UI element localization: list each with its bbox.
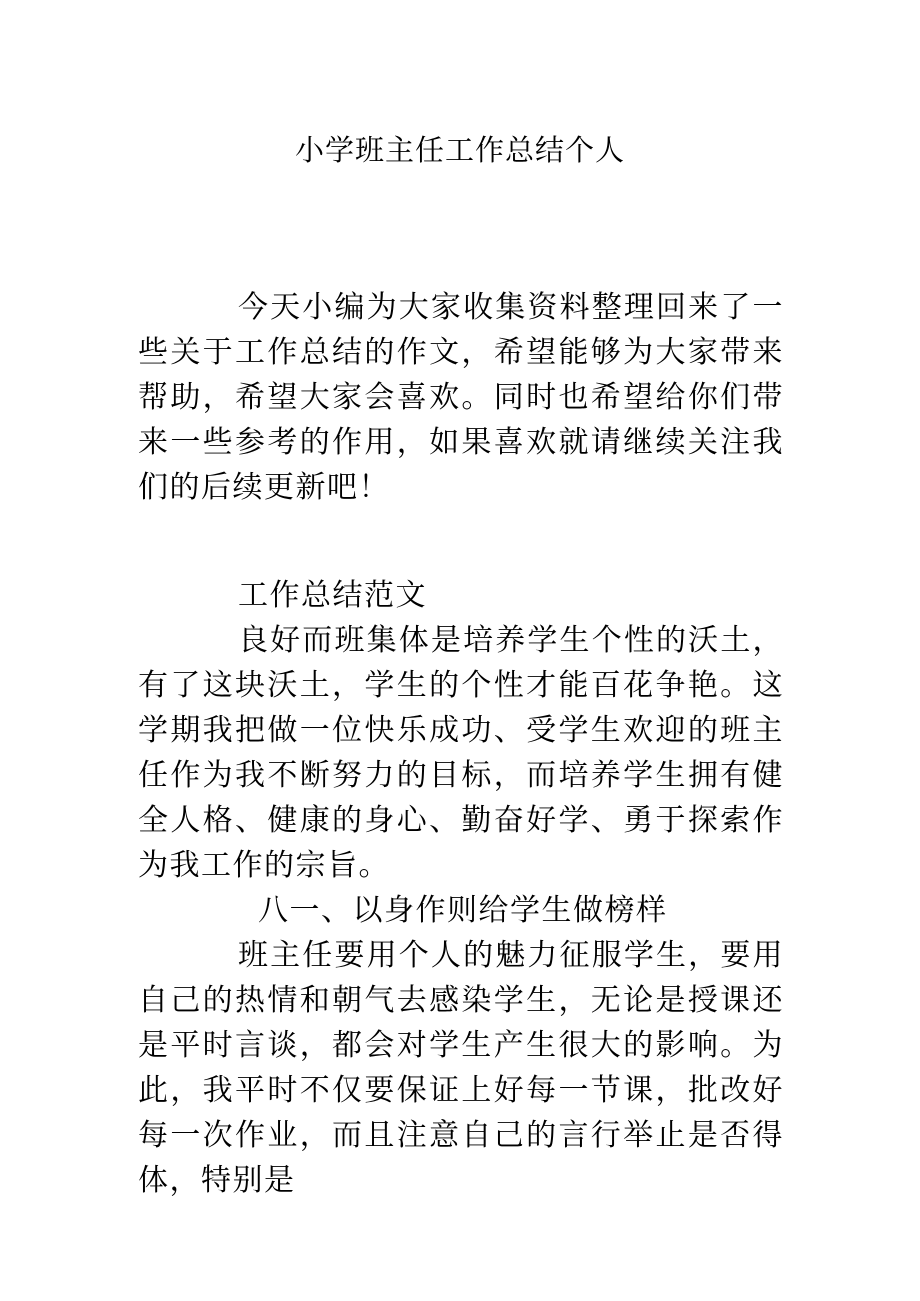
document-title: 小学班主任工作总结个人 — [294, 133, 625, 167]
body-block — [138, 573, 784, 1203]
intro-block — [138, 285, 784, 510]
section-heading: 工作总结范文 — [238, 578, 427, 613]
body-paragraph-2: 班主任要用个人的魅力征服学生，要用自己的热情和朝气去感染学生，无论是授课还是平时言谈，都会对学生产生很大的影响。为此，我平时不仅要保证上好每一节课，批改好每一次作业，而且注意自己的言行举止是否得体，特别是 — [138, 938, 784, 1198]
intro-paragraph: 今天小编为大家收集资料整理回来了一些关于工作总结的作文，希望能够为大家带来帮助，希望大家会喜欢。同时也希望给你们带来一些参考的作用，如果喜欢就请继续关注我们的后续更新吧！ — [138, 290, 784, 505]
body-paragraph-1: 良好而班集体是培养学生个性的沃土，有了这块沃土，学生的个性才能百花争艳。这学期我把做一位快乐成功、受学生欢迎的班主任作为我不断努力的目标，而培养学生拥有健全人格、健康的身心、勤奋好学、勇于探索作为我工作的宗旨。 — [138, 623, 784, 883]
subheading-1: 八一、以身作则给学生做榜样 — [258, 893, 668, 928]
